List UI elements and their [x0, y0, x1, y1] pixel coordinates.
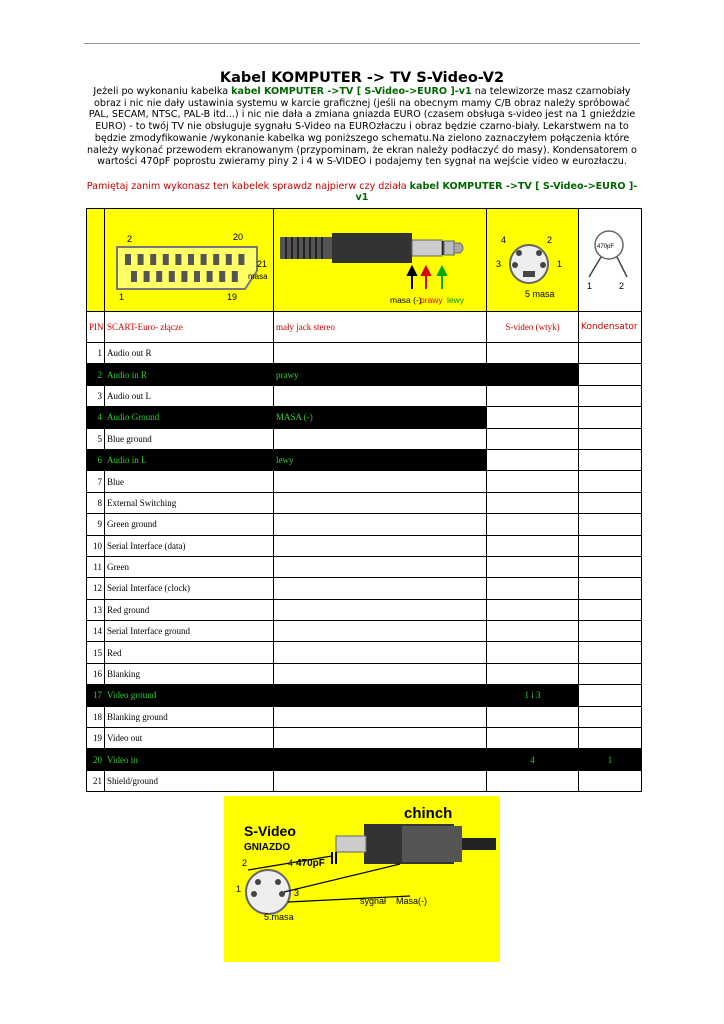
row-svideo — [487, 449, 579, 470]
capacitor-value: 470pF — [597, 244, 615, 250]
row-pin: 1 — [87, 343, 105, 364]
row-jack — [274, 621, 487, 642]
diagram-row — [87, 209, 642, 312]
table-row — [87, 578, 642, 599]
scart-pin — [175, 254, 181, 265]
table-row — [87, 770, 642, 791]
row-kondensator — [579, 385, 642, 406]
chinch-pin — [336, 836, 366, 852]
row-svideo — [487, 706, 579, 727]
row-scart-name: Red ground — [105, 599, 274, 620]
row-pin: 6 — [87, 449, 105, 470]
capacitor-diagram — [579, 209, 642, 309]
svideo-label-masa: 5 masa — [525, 289, 555, 299]
table-row — [87, 471, 642, 492]
row-kondensator — [579, 685, 642, 706]
scart-label-19: 19 — [227, 292, 238, 302]
row-svideo: 1 i 3 — [487, 685, 579, 706]
row-scart-name: Blanking — [105, 663, 274, 684]
table-row — [87, 599, 642, 620]
row-jack — [274, 385, 487, 406]
row-scart-name: Video in — [105, 749, 274, 770]
scart-pin — [238, 254, 244, 265]
scart-label-masa: masa — [248, 272, 268, 281]
row-pin: 2 — [87, 364, 105, 385]
row-scart-name: Audio Ground — [105, 407, 274, 428]
row-jack: MASA (-) — [274, 407, 487, 428]
table-row — [87, 364, 642, 385]
pinout-table — [86, 208, 642, 792]
row-pin: 5 — [87, 428, 105, 449]
schematic-label-gniazdo: GNIAZDO — [244, 842, 291, 853]
scart-pin — [201, 254, 207, 265]
row-jack — [274, 514, 487, 535]
scart-pin — [213, 254, 219, 265]
scart-pin — [207, 271, 213, 282]
jack-sleeve — [412, 240, 442, 256]
row-svideo — [487, 621, 579, 642]
row-scart-name: Serial Interface (clock) — [105, 578, 274, 599]
row-pin: 11 — [87, 556, 105, 577]
row-jack — [274, 706, 487, 727]
row-pin: 8 — [87, 492, 105, 513]
arrow-prawy-icon — [422, 267, 430, 289]
row-kondensator — [579, 578, 642, 599]
row-kondensator: 1 — [579, 749, 642, 770]
jack-grip-ribs — [286, 237, 322, 259]
jack-label-lewy: lewy — [447, 295, 465, 305]
row-jack — [274, 343, 487, 364]
scart-pin — [125, 254, 131, 265]
row-scart-name: External Switching — [105, 492, 274, 513]
scart-pin — [163, 254, 169, 265]
svideo-label-4: 4 — [501, 235, 507, 245]
row-kondensator — [579, 728, 642, 749]
row-jack — [274, 599, 487, 620]
capacitor-label-2: 2 — [619, 281, 625, 291]
row-scart-name: Audio in L — [105, 449, 274, 470]
row-jack — [274, 428, 487, 449]
row-kondensator — [579, 599, 642, 620]
row-jack — [274, 749, 487, 770]
header-pin: PIN — [87, 312, 105, 343]
wire-ground — [288, 896, 410, 902]
row-kondensator — [579, 407, 642, 428]
intro-paragraph — [84, 86, 640, 168]
row-jack — [274, 492, 487, 513]
row-jack: lewy — [274, 449, 487, 470]
svideo-label-2: 2 — [547, 235, 553, 245]
row-pin: 14 — [87, 621, 105, 642]
row-pin: 20 — [87, 749, 105, 770]
table-row — [87, 621, 642, 642]
row-svideo — [487, 428, 579, 449]
row-scart-name: Green — [105, 556, 274, 577]
scart-label-1: 1 — [119, 292, 125, 302]
row-scart-name: Video ground — [105, 685, 274, 706]
table-row — [87, 385, 642, 406]
header-scart: SCART-Euro- złącze — [105, 312, 274, 343]
table-row — [87, 428, 642, 449]
row-jack — [274, 535, 487, 556]
schematic-label-1: 1 — [236, 884, 242, 894]
scart-pin — [156, 271, 162, 282]
row-pin: 16 — [87, 663, 105, 684]
intro-text-2: na telewizorze masz czarnobiały obraz i nic nie dały ustawinia systemu w karcie graficznej (jeśli na obecnym mamy C/B obraz należy spróbować PAL, SECAM, NTSC, PAL-B itd...) i nic nie dała a zmiana gniazda EURO (czasem obsługa s-video jest na 1 gnieździe EURO) - to twój TV nie obsługuje sygnału S-Video na EUROzłaczu i obraz będzie czarno-biały. Lekarstwem na to będzie zmodyfikowanie /wykonanie kabelka wg poniższego schematu.Na zielono zaznaczyłem połączenia które należy wykonać przewodem ekranowanym (przypominam, że ekran należy podłaczyć do masy). Kondensatorem o wartości 470pF poprostu zwieramy piny 2 i 4 w S-VIDEO i podajemy ten sygnał na wejście video w eurozłaczu. — [87, 86, 637, 168]
scart-shell — [117, 247, 257, 289]
row-jack — [274, 642, 487, 663]
row-svideo — [487, 599, 579, 620]
jack-label-masa: masa (-) — [390, 295, 422, 305]
intro-text-1: Jeżeli po wykonaniu kabelka — [93, 86, 232, 97]
row-pin: 9 — [87, 514, 105, 535]
row-scart-name: Blue — [105, 471, 274, 492]
schematic-label-masa: 5.masa — [264, 912, 294, 922]
row-pin: 18 — [87, 706, 105, 727]
scart-pin — [219, 271, 225, 282]
scart-label-2: 2 — [127, 234, 133, 244]
row-svideo: 4 — [487, 749, 579, 770]
row-svideo — [487, 642, 579, 663]
row-pin: 7 — [87, 471, 105, 492]
row-svideo — [487, 364, 579, 385]
row-jack — [274, 663, 487, 684]
table-row — [87, 514, 642, 535]
row-scart-name: Green ground — [105, 514, 274, 535]
row-kondensator — [579, 642, 642, 663]
row-kondensator — [579, 449, 642, 470]
row-kondensator — [579, 663, 642, 684]
header-kondensator: Kondensator — [579, 312, 642, 343]
row-kondensator — [579, 428, 642, 449]
row-pin: 19 — [87, 728, 105, 749]
row-svideo — [487, 535, 579, 556]
row-kondensator — [579, 556, 642, 577]
table-row — [87, 535, 642, 556]
row-svideo — [487, 471, 579, 492]
row-kondensator — [579, 514, 642, 535]
row-svideo — [487, 385, 579, 406]
row-svideo — [487, 407, 579, 428]
chinch-cable — [462, 838, 496, 850]
header-jack: mały jack stereo — [274, 312, 487, 343]
row-pin: 3 — [87, 385, 105, 406]
table-row — [87, 449, 642, 470]
svideo-label-3: 3 — [496, 259, 502, 269]
table-row — [87, 556, 642, 577]
row-scart-name: Audio in R — [105, 364, 274, 385]
row-kondensator — [579, 471, 642, 492]
table-row — [87, 663, 642, 684]
top-rule — [84, 43, 640, 44]
arrow-lewy-icon — [438, 267, 446, 289]
scart-pin — [181, 271, 187, 282]
table-row — [87, 706, 642, 727]
row-svideo — [487, 578, 579, 599]
page-title: Kabel KOMPUTER -> TV S-Video-V2 — [219, 70, 505, 86]
svideo-pin-3 — [512, 262, 518, 268]
row-pin: 17 — [87, 685, 105, 706]
table-row — [87, 642, 642, 663]
row-pin: 12 — [87, 578, 105, 599]
row-svideo — [487, 663, 579, 684]
scart-pin — [169, 271, 175, 282]
intro-link-v1[interactable]: kabel KOMPUTER ->TV [ S-Video->EURO ]-v1 — [231, 86, 472, 97]
schematic-label-chinch: chinch — [404, 805, 453, 822]
reminder-link-v1[interactable]: kabel KOMPUTER ->TV [ S-Video->EURO ]-v1 — [355, 181, 638, 203]
svideo-chinch-schematic — [224, 796, 500, 962]
table-row — [87, 685, 642, 706]
row-scart-name: Red — [105, 642, 274, 663]
row-kondensator — [579, 621, 642, 642]
schematic-pin-b — [275, 879, 281, 885]
row-kondensator — [579, 706, 642, 727]
row-kondensator — [579, 492, 642, 513]
row-pin: 4 — [87, 407, 105, 428]
jack-diagram-cell — [274, 209, 487, 312]
scart-connector-diagram — [105, 209, 274, 309]
scart-pin — [138, 254, 144, 265]
row-scart-name: Blanking ground — [105, 706, 274, 727]
jack-label-prawy: prawy — [420, 295, 443, 305]
row-jack — [274, 556, 487, 577]
row-scart-name: Video out — [105, 728, 274, 749]
row-svideo — [487, 343, 579, 364]
svideo-plug-diagram — [487, 209, 579, 309]
svideo-label-1: 1 — [557, 259, 563, 269]
bottom-wiring-diagram — [224, 796, 500, 962]
row-scart-name: Serial Interface ground — [105, 621, 274, 642]
arrow-masa-icon — [408, 267, 416, 289]
capacitor-lead-2 — [617, 257, 627, 277]
diagram-cell-empty — [87, 209, 105, 312]
svideo-pin-2 — [536, 250, 542, 256]
row-jack — [274, 728, 487, 749]
scart-pin — [131, 271, 137, 282]
table-row — [87, 728, 642, 749]
row-pin: 10 — [87, 535, 105, 556]
row-jack — [274, 578, 487, 599]
row-pin: 13 — [87, 599, 105, 620]
reminder-text: Pamiętaj zanim wykonasz ten kabelek sprawdz najpierw czy działa — [86, 181, 410, 192]
scart-diagram-cell — [105, 209, 274, 312]
capacitor-label-1: 1 — [587, 281, 593, 291]
row-scart-name: Audio out R — [105, 343, 274, 364]
scart-label-20: 20 — [233, 232, 244, 242]
jack-grip — [280, 237, 332, 259]
capacitor-diagram-cell — [579, 209, 642, 312]
row-svideo — [487, 556, 579, 577]
row-scart-name: Audio out L — [105, 385, 274, 406]
jack-ring — [444, 241, 454, 255]
row-svideo — [487, 728, 579, 749]
row-svideo — [487, 492, 579, 513]
row-jack: prawy — [274, 364, 487, 385]
row-pin: 21 — [87, 770, 105, 791]
schematic-label-sygnal: sygnał — [360, 896, 387, 906]
schematic-label-svideo: S-Video — [244, 823, 296, 839]
svideo-diagram-cell — [487, 209, 579, 312]
reminder-line — [84, 181, 640, 203]
jack-body — [332, 233, 412, 263]
schematic-label-2: 2 — [242, 858, 248, 868]
scart-pin — [144, 271, 150, 282]
jack-plug-diagram — [274, 209, 487, 309]
scart-pin — [194, 271, 200, 282]
table-header-row — [87, 312, 642, 343]
table-row — [87, 492, 642, 513]
table-row — [87, 749, 642, 770]
scart-pin — [188, 254, 194, 265]
row-kondensator — [579, 343, 642, 364]
schematic-label-3: 3 — [294, 888, 300, 898]
row-kondensator — [579, 364, 642, 385]
jack-tip — [454, 243, 463, 253]
scart-pin — [232, 271, 238, 282]
row-pin: 15 — [87, 642, 105, 663]
schematic-pin-a — [255, 879, 261, 885]
header-svideo: S-video (wtyk) — [487, 312, 579, 343]
row-scart-name: Serial Interface (data) — [105, 535, 274, 556]
row-svideo — [487, 770, 579, 791]
row-scart-name: Shield/ground — [105, 770, 274, 791]
capacitor-lead-1 — [589, 257, 601, 277]
row-kondensator — [579, 770, 642, 791]
scart-pin — [226, 254, 232, 265]
row-jack — [274, 471, 487, 492]
svideo-pin-4 — [516, 250, 522, 256]
table-row — [87, 407, 642, 428]
schematic-label-470pf: 470pF — [296, 858, 325, 869]
pinout-rows — [87, 343, 642, 792]
chinch-sleeve — [402, 826, 462, 862]
svideo-key — [523, 271, 535, 277]
schematic-label-masa-minus: Masa(-) — [396, 896, 427, 906]
svideo-pin-1 — [540, 262, 546, 268]
schematic-pin-c — [251, 891, 257, 897]
row-jack — [274, 685, 487, 706]
row-scart-name: Blue ground — [105, 428, 274, 449]
table-row — [87, 343, 642, 364]
row-jack — [274, 770, 487, 791]
row-svideo — [487, 514, 579, 535]
row-kondensator — [579, 535, 642, 556]
scart-pin — [150, 254, 156, 265]
scart-label-21: 21 — [257, 259, 268, 269]
